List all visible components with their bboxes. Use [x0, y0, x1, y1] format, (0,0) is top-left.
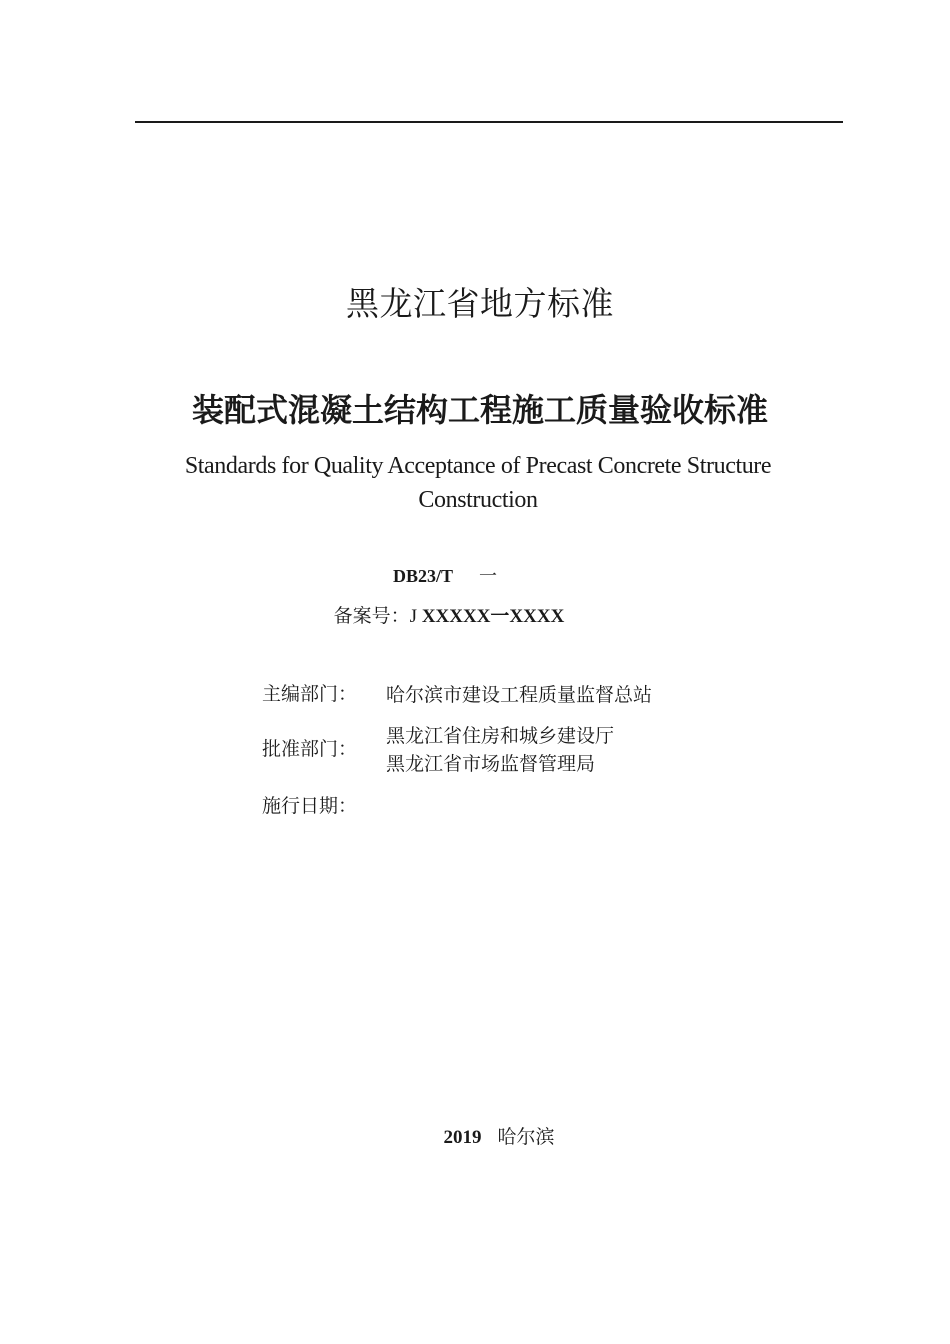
editor-value: [386, 681, 652, 709]
standard-code-prefix: DB23/T: [392, 566, 453, 586]
approve-label: 批准部门：: [262, 738, 358, 760]
approve-value-1: 黑龙江省住房和城乡建设厅: [386, 725, 615, 747]
standard-code-dash: 一: [479, 566, 497, 587]
date-label: 施行日期：: [262, 795, 358, 817]
standard-code: [0, 564, 920, 589]
approve-value: [386, 722, 614, 778]
editor-label: 主编部门：: [262, 683, 358, 705]
footer: [24, 1124, 950, 1151]
record-number-prefix: J: [409, 606, 418, 627]
footer-city: 哈尔滨: [497, 1126, 555, 1148]
record-number: [0, 603, 924, 630]
title-chinese: 装配式混凝土结构工程施工质量验收标准: [191, 391, 768, 429]
record-number-label: 备案号：: [333, 605, 410, 627]
footer-year: 2019: [443, 1127, 482, 1148]
standard-type: 黑龙江省地方标准: [346, 284, 614, 323]
title-english-line-1: Standards for Quality Acceptance of Precast Concrete Structure: [184, 453, 772, 479]
record-number-value: XXXXX一XXXX: [421, 606, 565, 627]
editor-value-text: 哈尔滨市建设工程质量监督总站: [386, 684, 653, 706]
title-english: [3, 449, 950, 517]
top-rule: [135, 121, 843, 123]
title-english-line-2: Construction: [418, 487, 538, 513]
approve-value-2: 黑龙江省市场监督管理局: [386, 753, 596, 775]
